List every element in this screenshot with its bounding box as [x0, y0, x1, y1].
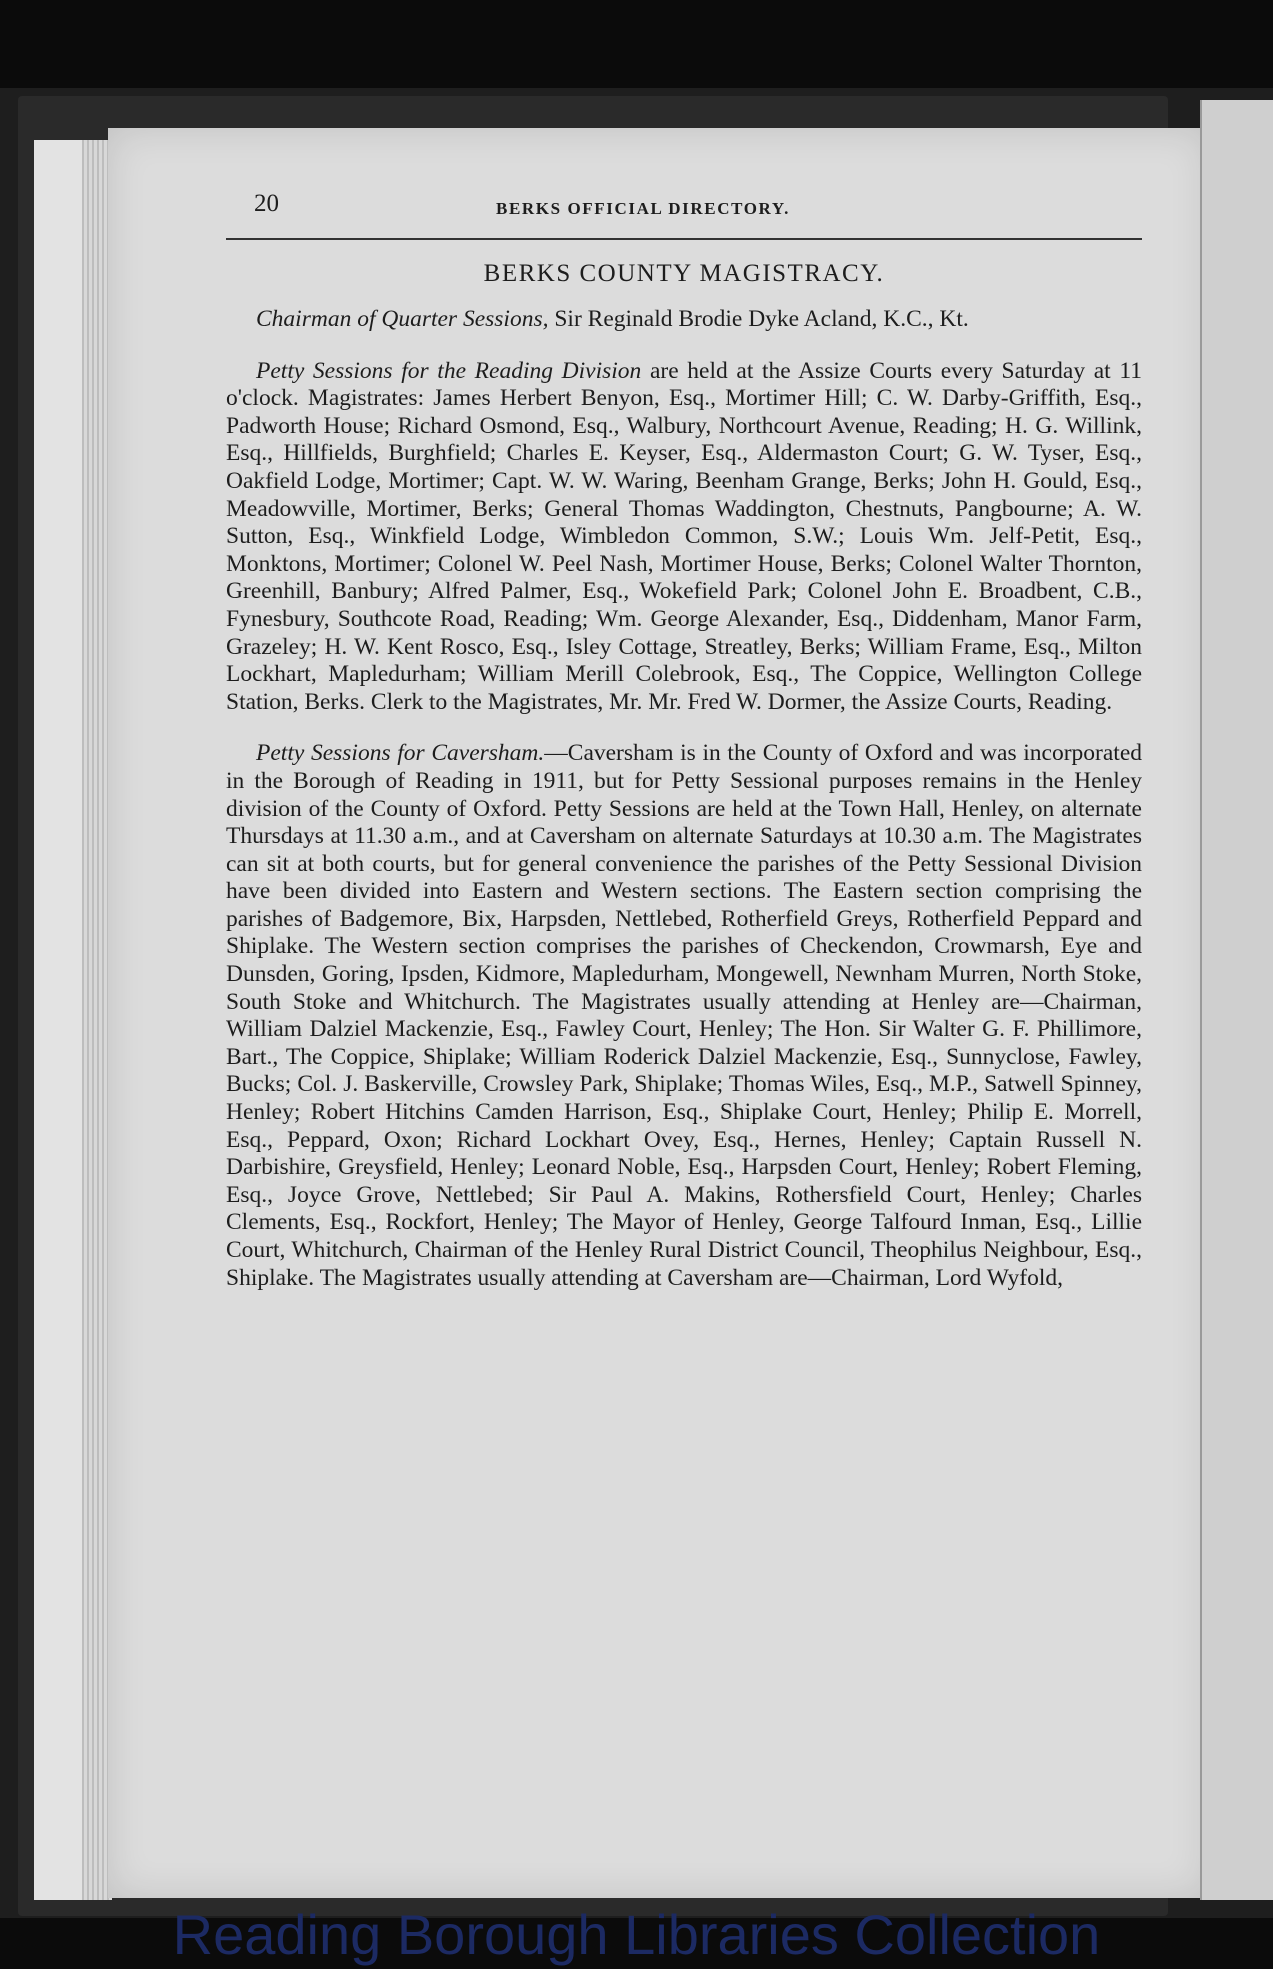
- paragraph-caversham: [226, 740, 1142, 1292]
- page-content: [226, 190, 1142, 1292]
- running-title: BERKS OFFICIAL DIRECTORY.: [496, 199, 790, 218]
- collection-watermark: Reading Borough Libraries Collection: [172, 1903, 1101, 1966]
- paragraph-chairman: [226, 306, 1142, 334]
- paragraph-lead: Petty Sessions for the Reading Division: [256, 357, 642, 384]
- paragraph-body: —Caversham is in the County of Oxford and was incorporated in the Borough of Reading in 1911, but for Petty Sessional purposes remains in the Henley division of the County of Oxford. Petty Sessions are held at the Town Hall, Henley, on alternate Thursdays at 11.30 a.m., and at Caversham on alternate Saturdays at 10.30 a.m. The Magistrates can sit at both courts, but for general convenience the parishes of the Petty Sessional Division have been divided into Eastern and Western sections. The Eastern section comprising the parishes of Badgemore, Bix, Harpsden, Nettlebed, Rotherfield Greys, Rotherfield Peppard and Shiplake. The Western section comprises the parishes of Checkendon, Crowmarsh, Eye and Dunsden, Goring, Ipsden, Kidmore, Mapledurham, Mongewell, Newnham Murren, North Stoke, South Stoke and Whitchurch. The Magistrates usually attending at Henley are—Chairman, William Dalziel Mackenzie, Esq., Fawley Court, Henley; The Hon. Sir Walter G. F. Phillimore, Bart., The Coppice, Shiplake; William Roderick Dalziel Mackenzie, Esq., Sunnyclose, Fawley, Bucks; Col. J. Baskerville, Crowsley Park, Shiplake; Thomas Wiles, Esq., M.P., Satwell Spinney, Henley; Robert Hitchins Camden Harrison, Esq., Shiplake Court, Henley; Philip E. Morrell, Esq., Peppard, Oxon; Richard Lockhart Ovey, Esq., Hernes, Henley; Captain Russell N. Darbishire, Greysfield, Henley; Leonard Noble, Esq., Harpsden Court, Henley; Robert Fleming, Esq., Joyce Grove, Nettlebed; Sir Paul A. Makins, Rothersfield Court, Henley; Charles Clements, Esq., Rockfort, Henley; The Mayor of Henley, George Talfourd Inman, Esq., Lillie Court, Whitchurch, Chairman of the Henley Rural District Council, Theophilus Neighbour, Esq., Shiplake. The Magistrates usually attending at Caversham are—Chairman, Lord Wyfold,: [226, 740, 1142, 1291]
- paragraph-body: Sir Reginald Brodie Dyke Acland, K.C., Kt.: [554, 306, 969, 332]
- page-number: 20: [254, 190, 279, 217]
- paragraph-reading-division: [226, 358, 1142, 717]
- page-header: [226, 190, 1142, 240]
- paragraph-lead: Petty Sessions for Caversham.: [256, 740, 545, 767]
- facing-page-edge: [1200, 100, 1273, 1900]
- paragraph-body: are held at the Assize Courts every Saturday at 11 o'clock. Magistrates: James Herbert Benyon, Esq., Mortimer Hill; C. W. Darby-Griffith, Esq., Padworth House; Richard Osmond, Esq., Walbury, Northcourt Avenue, Reading; H. G. Willink, Esq., Hillfields, Burghfield; Charles E. Keyser, Esq., Aldermaston Court; G. W. Tyser, Esq., Oakfield Lodge, Mortimer; Capt. W. W. Waring, Beenham Grange, Berks; John H. Gould, Esq., Meadowville, Mortimer, Berks; General Thomas Waddington, Chestnuts, Pangbourne; A. W. Sutton, Esq., Winkfield Lodge, Wimbledon Common, S.W.; Louis Wm. Jelf-Petit, Esq., Monktons, Mortimer; Colonel W. Peel Nash, Mortimer House, Berks; Colonel Walter Thornton, Greenhill, Banbury; Alfred Palmer, Esq., Wokefield Park; Colonel John E. Broadbent, C.B., Fynesbury, Southcote Road, Reading; Wm. George Alexander, Esq., Diddenham, Manor Farm, Grazeley; H. W. Kent Rosco, Esq., Isley Cottage, Streatley, Berks; William Frame, Esq., Milton Lockhart, Mapledurham; William Merill Colebrook, Esq., The Coppice, Wellington College Station, Berks. Clerk to the Magistrates, Mr. Mr. Fred W. Dormer, the Assize Courts, Reading.: [226, 357, 1142, 715]
- paragraph-lead: Chairman of Quarter Sessions,: [256, 306, 549, 332]
- section-title: BERKS COUNTY MAGISTRACY.: [483, 260, 885, 287]
